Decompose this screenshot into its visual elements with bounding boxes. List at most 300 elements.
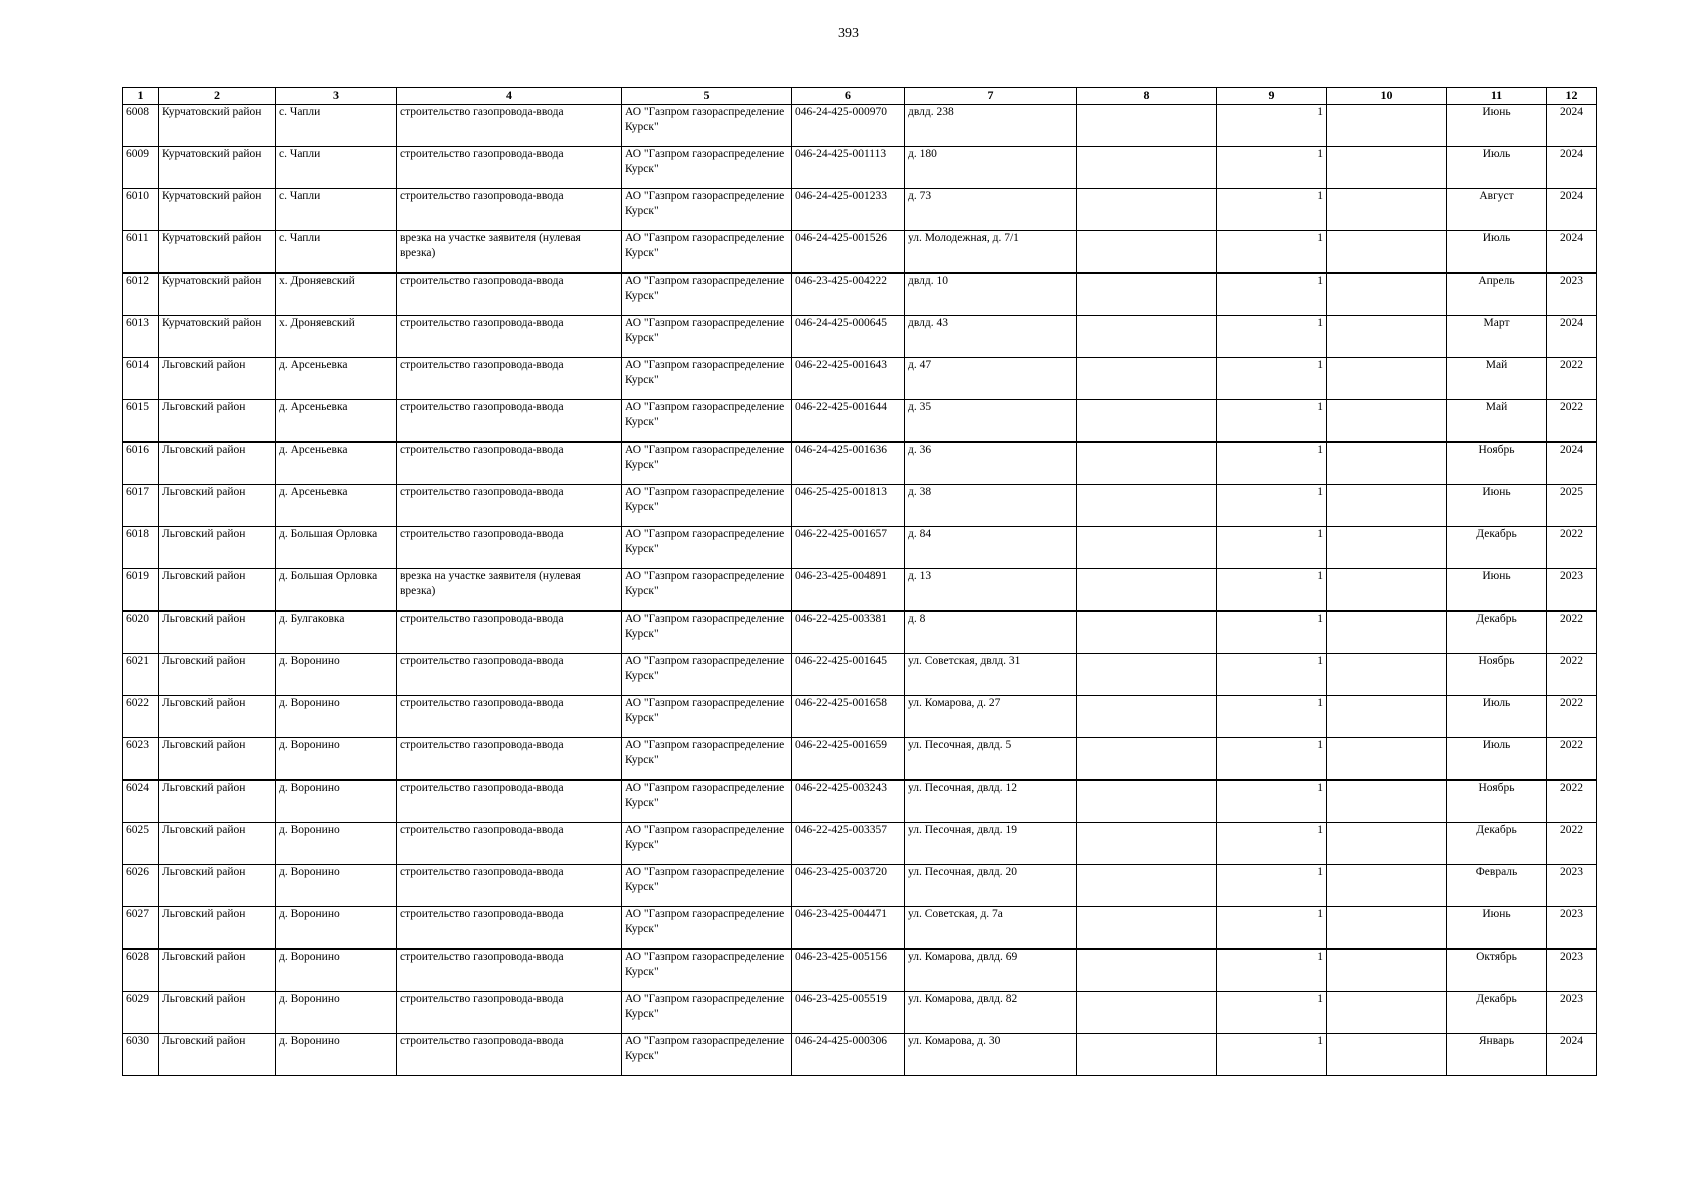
column-header: 7 [905, 88, 1077, 105]
cell-month: Ноябрь [1447, 654, 1547, 696]
cell-organization: АО "Газпром газораспределение Курск" [622, 400, 792, 443]
cell-organization: АО "Газпром газораспределение Курск" [622, 485, 792, 527]
cell-district: Льговский район [159, 400, 276, 443]
cell-application-code: 046-22-425-001658 [792, 696, 905, 738]
cell-quantity: 1 [1217, 273, 1327, 316]
table-row [123, 949, 1597, 992]
cell-organization: АО "Газпром газораспределение Курск" [622, 569, 792, 612]
cell-district: Льговский район [159, 442, 276, 485]
column-header: 9 [1217, 88, 1327, 105]
cell-work-type: строительство газопровода-ввода [397, 654, 622, 696]
cell-quantity: 1 [1217, 992, 1327, 1034]
cell-work-type: врезка на участке заявителя (нулевая врезка) [397, 569, 622, 612]
table-row [123, 696, 1597, 738]
cell-district: Курчатовский район [159, 189, 276, 231]
cell-address: д. 36 [905, 442, 1077, 485]
cell-column-10 [1327, 316, 1447, 358]
table-row [123, 823, 1597, 865]
cell-organization: АО "Газпром газораспределение Курск" [622, 907, 792, 950]
cell-work-type: строительство газопровода-ввода [397, 358, 622, 400]
cell-locality: д. Большая Орловка [276, 569, 397, 612]
cell-column-10 [1327, 992, 1447, 1034]
cell-application-code: 046-22-425-001657 [792, 527, 905, 569]
cell-column-8 [1077, 949, 1217, 992]
cell-column-10 [1327, 949, 1447, 992]
cell-column-8 [1077, 147, 1217, 189]
cell-district: Курчатовский район [159, 105, 276, 147]
cell-row-number: 6013 [123, 316, 159, 358]
cell-work-type: врезка на участке заявителя (нулевая врезка) [397, 231, 622, 274]
cell-locality: с. Чапли [276, 147, 397, 189]
cell-application-code: 046-24-425-000645 [792, 316, 905, 358]
cell-row-number: 6028 [123, 949, 159, 992]
cell-application-code: 046-23-425-005156 [792, 949, 905, 992]
cell-district: Льговский район [159, 1034, 276, 1076]
cell-address: ул. Песочная, двлд. 19 [905, 823, 1077, 865]
cell-address: двлд. 10 [905, 273, 1077, 316]
cell-district: Курчатовский район [159, 273, 276, 316]
cell-column-10 [1327, 189, 1447, 231]
cell-address: д. 38 [905, 485, 1077, 527]
cell-locality: д. Большая Орловка [276, 527, 397, 569]
cell-year: 2022 [1547, 823, 1597, 865]
table-row [123, 907, 1597, 950]
cell-quantity: 1 [1217, 949, 1327, 992]
cell-work-type: строительство газопровода-ввода [397, 780, 622, 823]
cell-address: ул. Комарова, двлд. 82 [905, 992, 1077, 1034]
cell-locality: д. Булгаковка [276, 611, 397, 654]
cell-row-number: 6016 [123, 442, 159, 485]
cell-district: Льговский район [159, 569, 276, 612]
cell-year: 2024 [1547, 231, 1597, 274]
cell-organization: АО "Газпром газораспределение Курск" [622, 316, 792, 358]
cell-organization: АО "Газпром газораспределение Курск" [622, 527, 792, 569]
cell-quantity: 1 [1217, 400, 1327, 443]
cell-district: Льговский район [159, 654, 276, 696]
cell-locality: с. Чапли [276, 231, 397, 274]
cell-application-code: 046-23-425-003720 [792, 865, 905, 907]
cell-column-8 [1077, 231, 1217, 274]
cell-row-number: 6011 [123, 231, 159, 274]
cell-month: Июль [1447, 147, 1547, 189]
cell-column-10 [1327, 273, 1447, 316]
cell-column-10 [1327, 907, 1447, 950]
cell-column-10 [1327, 442, 1447, 485]
cell-locality: д. Воронино [276, 865, 397, 907]
cell-column-8 [1077, 485, 1217, 527]
cell-row-number: 6024 [123, 780, 159, 823]
cell-row-number: 6009 [123, 147, 159, 189]
cell-quantity: 1 [1217, 611, 1327, 654]
table-row [123, 273, 1597, 316]
cell-locality: х. Дроняевский [276, 316, 397, 358]
cell-year: 2022 [1547, 780, 1597, 823]
cell-column-8 [1077, 316, 1217, 358]
cell-work-type: строительство газопровода-ввода [397, 485, 622, 527]
cell-application-code: 046-22-425-001659 [792, 738, 905, 781]
cell-column-10 [1327, 780, 1447, 823]
cell-year: 2024 [1547, 316, 1597, 358]
cell-district: Льговский район [159, 738, 276, 781]
table-row [123, 569, 1597, 612]
cell-year: 2023 [1547, 865, 1597, 907]
cell-month: Декабрь [1447, 992, 1547, 1034]
cell-row-number: 6021 [123, 654, 159, 696]
cell-column-10 [1327, 400, 1447, 443]
cell-column-8 [1077, 189, 1217, 231]
cell-address: д. 84 [905, 527, 1077, 569]
cell-address: д. 180 [905, 147, 1077, 189]
cell-address: ул. Советская, д. 7а [905, 907, 1077, 950]
table-row [123, 105, 1597, 147]
cell-locality: д. Воронино [276, 823, 397, 865]
cell-month: Декабрь [1447, 611, 1547, 654]
cell-row-number: 6014 [123, 358, 159, 400]
cell-work-type: строительство газопровода-ввода [397, 400, 622, 443]
cell-address: ул. Песочная, двлд. 20 [905, 865, 1077, 907]
cell-district: Льговский район [159, 780, 276, 823]
cell-application-code: 046-24-425-001636 [792, 442, 905, 485]
cell-quantity: 1 [1217, 316, 1327, 358]
cell-month: Май [1447, 400, 1547, 443]
cell-month: Июнь [1447, 105, 1547, 147]
cell-year: 2022 [1547, 654, 1597, 696]
cell-work-type: строительство газопровода-ввода [397, 865, 622, 907]
cell-locality: д. Воронино [276, 1034, 397, 1076]
cell-row-number: 6022 [123, 696, 159, 738]
cell-quantity: 1 [1217, 696, 1327, 738]
cell-locality: х. Дроняевский [276, 273, 397, 316]
cell-district: Курчатовский район [159, 316, 276, 358]
cell-row-number: 6017 [123, 485, 159, 527]
cell-year: 2025 [1547, 485, 1597, 527]
cell-application-code: 046-22-425-001645 [792, 654, 905, 696]
cell-district: Льговский район [159, 907, 276, 950]
cell-address: ул. Песочная, двлд. 5 [905, 738, 1077, 781]
cell-address: д. 73 [905, 189, 1077, 231]
cell-application-code: 046-23-425-004891 [792, 569, 905, 612]
register-table [122, 87, 1597, 1076]
cell-work-type: строительство газопровода-ввода [397, 1034, 622, 1076]
cell-year: 2024 [1547, 105, 1597, 147]
cell-address: ул. Советская, двлд. 31 [905, 654, 1077, 696]
cell-column-10 [1327, 865, 1447, 907]
cell-year: 2022 [1547, 400, 1597, 443]
cell-locality: д. Воронино [276, 738, 397, 781]
cell-column-10 [1327, 105, 1447, 147]
cell-locality: д. Арсеньевка [276, 442, 397, 485]
cell-quantity: 1 [1217, 442, 1327, 485]
cell-organization: АО "Газпром газораспределение Курск" [622, 231, 792, 274]
cell-organization: АО "Газпром газораспределение Курск" [622, 696, 792, 738]
cell-column-10 [1327, 527, 1447, 569]
cell-quantity: 1 [1217, 1034, 1327, 1076]
cell-locality: д. Воронино [276, 696, 397, 738]
cell-column-10 [1327, 696, 1447, 738]
cell-month: Июль [1447, 738, 1547, 781]
cell-locality: д. Арсеньевка [276, 400, 397, 443]
cell-column-8 [1077, 780, 1217, 823]
cell-column-10 [1327, 654, 1447, 696]
cell-month: Июнь [1447, 907, 1547, 950]
cell-column-10 [1327, 569, 1447, 612]
table-row [123, 400, 1597, 443]
cell-month: Июнь [1447, 485, 1547, 527]
cell-column-8 [1077, 358, 1217, 400]
cell-row-number: 6012 [123, 273, 159, 316]
cell-work-type: строительство газопровода-ввода [397, 105, 622, 147]
cell-year: 2024 [1547, 147, 1597, 189]
page-number: 393 [838, 26, 859, 41]
table-row [123, 442, 1597, 485]
table-row [123, 231, 1597, 274]
cell-organization: АО "Газпром газораспределение Курск" [622, 273, 792, 316]
cell-address: ул. Комарова, д. 30 [905, 1034, 1077, 1076]
cell-work-type: строительство газопровода-ввода [397, 527, 622, 569]
cell-organization: АО "Газпром газораспределение Курск" [622, 105, 792, 147]
table-row [123, 992, 1597, 1034]
cell-year: 2023 [1547, 273, 1597, 316]
cell-district: Льговский район [159, 992, 276, 1034]
cell-quantity: 1 [1217, 527, 1327, 569]
cell-row-number: 6027 [123, 907, 159, 950]
cell-month: Август [1447, 189, 1547, 231]
cell-year: 2023 [1547, 569, 1597, 612]
cell-month: Ноябрь [1447, 442, 1547, 485]
cell-month: Октябрь [1447, 949, 1547, 992]
cell-column-8 [1077, 865, 1217, 907]
cell-column-8 [1077, 823, 1217, 865]
column-header: 6 [792, 88, 905, 105]
cell-month: Апрель [1447, 273, 1547, 316]
cell-locality: д. Арсеньевка [276, 358, 397, 400]
table-row [123, 738, 1597, 781]
cell-month: Декабрь [1447, 527, 1547, 569]
cell-column-8 [1077, 569, 1217, 612]
cell-application-code: 046-25-425-001813 [792, 485, 905, 527]
cell-column-10 [1327, 147, 1447, 189]
cell-organization: АО "Газпром газораспределение Курск" [622, 611, 792, 654]
cell-work-type: строительство газопровода-ввода [397, 147, 622, 189]
cell-column-8 [1077, 442, 1217, 485]
cell-row-number: 6020 [123, 611, 159, 654]
cell-column-10 [1327, 611, 1447, 654]
cell-work-type: строительство газопровода-ввода [397, 907, 622, 950]
cell-work-type: строительство газопровода-ввода [397, 992, 622, 1034]
cell-application-code: 046-22-425-001643 [792, 358, 905, 400]
table-row [123, 654, 1597, 696]
cell-quantity: 1 [1217, 147, 1327, 189]
cell-address: д. 47 [905, 358, 1077, 400]
table-row [123, 316, 1597, 358]
cell-work-type: строительство газопровода-ввода [397, 442, 622, 485]
table-row [123, 485, 1597, 527]
cell-quantity: 1 [1217, 189, 1327, 231]
cell-year: 2023 [1547, 907, 1597, 950]
cell-district: Курчатовский район [159, 147, 276, 189]
cell-work-type: строительство газопровода-ввода [397, 949, 622, 992]
cell-row-number: 6015 [123, 400, 159, 443]
cell-address: двлд. 238 [905, 105, 1077, 147]
cell-work-type: строительство газопровода-ввода [397, 189, 622, 231]
column-header: 12 [1547, 88, 1597, 105]
cell-month: Март [1447, 316, 1547, 358]
cell-work-type: строительство газопровода-ввода [397, 611, 622, 654]
cell-locality: д. Воронино [276, 780, 397, 823]
cell-application-code: 046-22-425-003381 [792, 611, 905, 654]
table-row [123, 865, 1597, 907]
cell-address: ул. Молодежная, д. 7/1 [905, 231, 1077, 274]
cell-application-code: 046-24-425-001113 [792, 147, 905, 189]
cell-organization: АО "Газпром газораспределение Курск" [622, 780, 792, 823]
column-header: 5 [622, 88, 792, 105]
cell-month: Июль [1447, 696, 1547, 738]
cell-address: д. 8 [905, 611, 1077, 654]
column-header: 3 [276, 88, 397, 105]
cell-column-8 [1077, 654, 1217, 696]
cell-application-code: 046-24-425-000306 [792, 1034, 905, 1076]
cell-locality: с. Чапли [276, 105, 397, 147]
cell-year: 2024 [1547, 189, 1597, 231]
cell-application-code: 046-24-425-001526 [792, 231, 905, 274]
cell-column-8 [1077, 273, 1217, 316]
cell-work-type: строительство газопровода-ввода [397, 738, 622, 781]
cell-application-code: 046-23-425-005519 [792, 992, 905, 1034]
cell-quantity: 1 [1217, 105, 1327, 147]
column-header: 8 [1077, 88, 1217, 105]
cell-district: Льговский район [159, 358, 276, 400]
cell-work-type: строительство газопровода-ввода [397, 273, 622, 316]
cell-row-number: 6026 [123, 865, 159, 907]
cell-address: двлд. 43 [905, 316, 1077, 358]
cell-year: 2024 [1547, 1034, 1597, 1076]
cell-district: Льговский район [159, 696, 276, 738]
cell-column-8 [1077, 738, 1217, 781]
cell-month: Декабрь [1447, 823, 1547, 865]
cell-row-number: 6018 [123, 527, 159, 569]
cell-quantity: 1 [1217, 654, 1327, 696]
cell-work-type: строительство газопровода-ввода [397, 823, 622, 865]
column-header: 2 [159, 88, 276, 105]
column-header: 11 [1447, 88, 1547, 105]
cell-quantity: 1 [1217, 569, 1327, 612]
cell-application-code: 046-23-425-004222 [792, 273, 905, 316]
cell-work-type: строительство газопровода-ввода [397, 696, 622, 738]
cell-month: Июнь [1447, 569, 1547, 612]
cell-locality: д. Воронино [276, 992, 397, 1034]
cell-district: Льговский район [159, 611, 276, 654]
cell-application-code: 046-22-425-001644 [792, 400, 905, 443]
cell-year: 2024 [1547, 442, 1597, 485]
cell-year: 2022 [1547, 358, 1597, 400]
cell-month: Май [1447, 358, 1547, 400]
cell-locality: д. Воронино [276, 654, 397, 696]
table-row [123, 147, 1597, 189]
table-row [123, 358, 1597, 400]
column-header: 4 [397, 88, 622, 105]
cell-year: 2022 [1547, 738, 1597, 781]
cell-organization: АО "Газпром газораспределение Курск" [622, 147, 792, 189]
column-header: 1 [123, 88, 159, 105]
cell-column-10 [1327, 485, 1447, 527]
cell-organization: АО "Газпром газораспределение Курск" [622, 865, 792, 907]
cell-column-8 [1077, 527, 1217, 569]
cell-column-8 [1077, 1034, 1217, 1076]
cell-quantity: 1 [1217, 358, 1327, 400]
table-row [123, 189, 1597, 231]
table-row [123, 527, 1597, 569]
cell-district: Льговский район [159, 949, 276, 992]
cell-column-10 [1327, 738, 1447, 781]
cell-row-number: 6023 [123, 738, 159, 781]
cell-column-8 [1077, 907, 1217, 950]
cell-organization: АО "Газпром газораспределение Курск" [622, 654, 792, 696]
table-body [123, 105, 1597, 1076]
cell-month: Июль [1447, 231, 1547, 274]
cell-year: 2023 [1547, 992, 1597, 1034]
cell-column-10 [1327, 823, 1447, 865]
cell-row-number: 6025 [123, 823, 159, 865]
cell-row-number: 6010 [123, 189, 159, 231]
table-row [123, 611, 1597, 654]
cell-address: д. 13 [905, 569, 1077, 612]
cell-district: Курчатовский район [159, 231, 276, 274]
cell-address: ул. Комарова, д. 27 [905, 696, 1077, 738]
cell-locality: с. Чапли [276, 189, 397, 231]
cell-year: 2022 [1547, 696, 1597, 738]
cell-organization: АО "Газпром газораспределение Курск" [622, 189, 792, 231]
cell-column-8 [1077, 105, 1217, 147]
cell-row-number: 6030 [123, 1034, 159, 1076]
cell-application-code: 046-24-425-000970 [792, 105, 905, 147]
cell-column-10 [1327, 231, 1447, 274]
cell-address: д. 35 [905, 400, 1077, 443]
cell-organization: АО "Газпром газораспределение Курск" [622, 992, 792, 1034]
cell-column-8 [1077, 611, 1217, 654]
cell-year: 2023 [1547, 949, 1597, 992]
cell-quantity: 1 [1217, 738, 1327, 781]
cell-column-8 [1077, 696, 1217, 738]
cell-address: ул. Комарова, двлд. 69 [905, 949, 1077, 992]
cell-column-8 [1077, 400, 1217, 443]
cell-district: Льговский район [159, 865, 276, 907]
cell-quantity: 1 [1217, 907, 1327, 950]
cell-column-10 [1327, 1034, 1447, 1076]
cell-month: Ноябрь [1447, 780, 1547, 823]
cell-row-number: 6008 [123, 105, 159, 147]
cell-month: Январь [1447, 1034, 1547, 1076]
cell-district: Льговский район [159, 485, 276, 527]
cell-organization: АО "Газпром газораспределение Курск" [622, 1034, 792, 1076]
cell-district: Льговский район [159, 823, 276, 865]
cell-work-type: строительство газопровода-ввода [397, 316, 622, 358]
cell-organization: АО "Газпром газораспределение Курск" [622, 949, 792, 992]
cell-month: Февраль [1447, 865, 1547, 907]
cell-quantity: 1 [1217, 865, 1327, 907]
cell-year: 2022 [1547, 527, 1597, 569]
cell-organization: АО "Газпром газораспределение Курск" [622, 738, 792, 781]
cell-application-code: 046-24-425-001233 [792, 189, 905, 231]
cell-locality: д. Арсеньевка [276, 485, 397, 527]
cell-quantity: 1 [1217, 823, 1327, 865]
table-row [123, 780, 1597, 823]
cell-locality: д. Воронино [276, 907, 397, 950]
cell-column-10 [1327, 358, 1447, 400]
cell-locality: д. Воронино [276, 949, 397, 992]
cell-quantity: 1 [1217, 485, 1327, 527]
cell-organization: АО "Газпром газораспределение Курск" [622, 442, 792, 485]
cell-address: ул. Песочная, двлд. 12 [905, 780, 1077, 823]
